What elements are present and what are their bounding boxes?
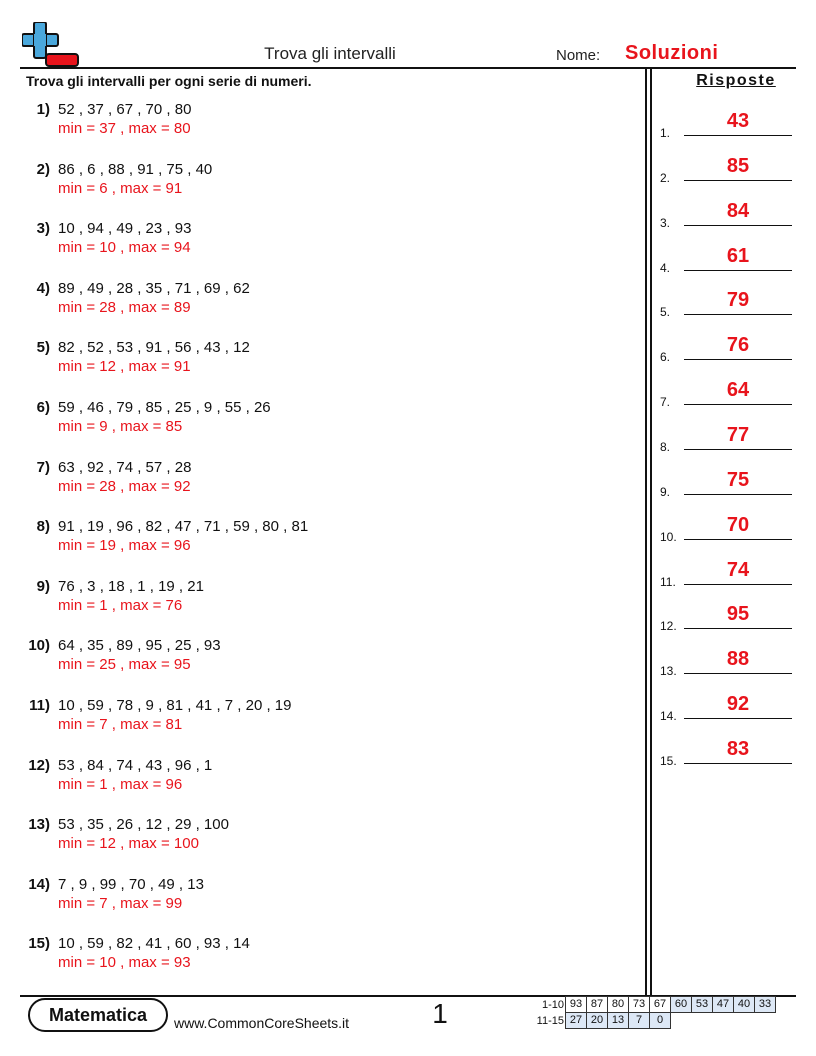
answer-value: 76 (726, 334, 750, 357)
answer-item (660, 196, 800, 230)
site-url: www.CommonCoreSheets.it (174, 1015, 350, 1031)
problem-item (18, 101, 618, 145)
answer-value: 77 (726, 423, 750, 446)
answer-item (660, 106, 800, 140)
problem-item (18, 757, 618, 801)
problem-item (18, 399, 618, 443)
score-key-cell: 53 (691, 996, 713, 1013)
problem-number: 14) (28, 875, 50, 893)
answer-line (684, 718, 792, 719)
answer-line (684, 314, 792, 315)
problem-item (18, 816, 618, 860)
answer-column-divider-left (645, 69, 647, 996)
problem-item (18, 578, 618, 622)
answer-value: 70 (726, 513, 750, 536)
score-key-cell: 80 (607, 996, 629, 1013)
score-key-row (528, 1013, 671, 1028)
problem-item (18, 339, 618, 383)
answer-line (684, 763, 792, 764)
answer-line (684, 270, 792, 271)
problem-solution: min = 12 , max = 100 (58, 835, 199, 853)
problem-series: 64 , 35 , 89 , 95 , 25 , 93 (58, 637, 221, 655)
answer-value: 83 (726, 737, 750, 760)
page-number: 1 (432, 998, 448, 1029)
answer-line (684, 180, 792, 181)
problem-series: 59 , 46 , 79 , 85 , 25 , 9 , 55 , 26 (58, 399, 271, 416)
answer-number: 5. (660, 305, 671, 320)
problem-series: 63 , 92 , 74 , 57 , 28 (58, 458, 192, 476)
answer-number: 14. (660, 709, 677, 724)
answer-line (684, 359, 792, 360)
problem-series: 52 , 37 , 67 , 70 , 80 (58, 101, 192, 118)
problem-number: 15) (28, 935, 50, 953)
answer-number: 3. (660, 215, 671, 230)
answer-item (660, 420, 800, 454)
problem-series: 86 , 6 , 88 , 91 , 75 , 40 (58, 160, 213, 178)
problem-solution: min = 9 , max = 85 (58, 418, 183, 435)
answer-line (684, 135, 792, 136)
answer-value: 84 (726, 199, 750, 222)
answer-item (660, 330, 800, 364)
answer-item (660, 241, 800, 275)
score-key-cell: 13 (607, 1012, 629, 1029)
answer-line (684, 673, 792, 674)
plus-minus-logo-icon (22, 22, 80, 68)
answer-item (660, 689, 800, 723)
problem-item (18, 459, 618, 503)
name-value: Soluzioni (625, 42, 719, 64)
problem-number: 6) (36, 399, 50, 416)
problem-item (18, 518, 618, 562)
problem-series: 10 , 94 , 49 , 23 , 93 (58, 220, 192, 238)
problem-solution: min = 6 , max = 91 (58, 179, 183, 197)
answer-number: 12. (660, 619, 677, 634)
problem-solution: min = 1 , max = 96 (58, 775, 183, 793)
answer-line (684, 225, 792, 226)
score-key-cell: 40 (733, 996, 755, 1013)
answer-line (684, 539, 792, 540)
problem-series: 89 , 49 , 28 , 35 , 71 , 69 , 62 (58, 279, 250, 297)
answer-line (684, 584, 792, 585)
answer-line (684, 449, 792, 450)
score-key-cell: 20 (586, 1012, 608, 1029)
score-key-cell: 93 (565, 996, 587, 1013)
score-key-cell: 33 (754, 996, 776, 1013)
problem-item (18, 220, 618, 264)
problem-number: 4) (36, 279, 50, 297)
score-key-label: 1-10 (541, 998, 564, 1011)
answer-number: 7. (660, 395, 671, 410)
answer-line (684, 494, 792, 495)
score-key-row (528, 997, 776, 1012)
score-key-cell: 67 (649, 996, 671, 1013)
problem-item (18, 161, 618, 205)
answer-value: 75 (726, 468, 750, 491)
answer-item (660, 510, 800, 544)
problem-series: 53 , 84 , 74 , 43 , 96 , 1 (58, 756, 213, 774)
answer-item (660, 465, 800, 499)
problem-number: 2) (36, 160, 50, 178)
problem-number: 9) (36, 577, 50, 595)
problem-series: 10 , 59 , 82 , 41 , 60 , 93 , 14 (58, 935, 250, 953)
answer-number: 1. (660, 126, 671, 140)
problem-solution: min = 1 , max = 76 (58, 596, 183, 614)
answer-value: 85 (726, 154, 750, 177)
problem-solution: min = 7 , max = 99 (58, 894, 183, 912)
score-key-cell: 73 (628, 996, 650, 1013)
problem-number: 8) (36, 518, 50, 536)
problem-solution: min = 12 , max = 91 (58, 358, 191, 376)
answer-value: 95 (726, 603, 750, 626)
problem-number: 13) (28, 816, 50, 834)
answer-number: 2. (660, 170, 671, 185)
answer-item (660, 375, 800, 409)
score-key-label: 11-15 (536, 1014, 564, 1027)
answer-number: 4. (660, 260, 671, 275)
problem-item (18, 697, 618, 741)
score-key-cell: 0 (649, 1012, 671, 1029)
answer-number: 15. (660, 753, 677, 768)
header-divider (20, 67, 796, 69)
answer-item (660, 599, 800, 633)
problem-solution: min = 37 , max = 80 (58, 120, 191, 137)
worksheet-title: Trova gli intervalli (264, 44, 396, 63)
answer-column-divider-right (650, 69, 652, 996)
problem-series: 91 , 19 , 96 , 82 , 47 , 71 , 59 , 80 , 81 (58, 518, 309, 536)
answer-number: 6. (660, 350, 671, 365)
problem-number: 12) (28, 756, 50, 774)
answer-value: 64 (726, 379, 750, 402)
problem-number: 11) (29, 697, 50, 714)
problem-item (18, 637, 618, 681)
answer-value: 88 (726, 648, 750, 671)
instructions: Trova gli intervalli per ogni serie di numeri. (26, 73, 312, 89)
problem-solution: min = 7 , max = 81 (58, 716, 183, 733)
problem-item (18, 280, 618, 324)
name-label: Nome: (556, 47, 601, 64)
score-key-cell: 87 (586, 996, 608, 1013)
problem-solution: min = 19 , max = 96 (58, 537, 191, 555)
problem-series: 82 , 52 , 53 , 91 , 56 , 43 , 12 (58, 339, 250, 357)
problem-number: 5) (36, 339, 50, 357)
answer-value: 79 (726, 289, 750, 312)
score-key-cell: 7 (628, 1012, 650, 1029)
problem-series: 53 , 35 , 26 , 12 , 29 , 100 (58, 816, 229, 834)
score-key-cell: 27 (565, 1012, 587, 1029)
problem-number: 10) (28, 637, 50, 655)
answer-number: 8. (660, 439, 671, 454)
answer-item (660, 734, 800, 768)
problem-solution: min = 28 , max = 89 (58, 298, 191, 316)
answers-title: Risposte (696, 72, 776, 89)
answer-value: 74 (726, 558, 750, 581)
problem-solution: min = 28 , max = 92 (58, 477, 191, 495)
problem-series: 7 , 9 , 99 , 70 , 49 , 13 (58, 875, 204, 893)
answer-number: 9. (660, 484, 671, 499)
score-key-cell: 60 (670, 996, 692, 1013)
problem-item (18, 876, 618, 920)
problem-number: 1) (36, 101, 50, 118)
answer-item (660, 644, 800, 678)
problem-series: 10 , 59 , 78 , 9 , 81 , 41 , 7 , 20 , 19 (58, 697, 292, 714)
problem-number: 7) (36, 458, 50, 476)
score-key-cell: 47 (712, 996, 734, 1013)
brand-badge: Matematica (28, 998, 168, 1032)
problem-solution: min = 10 , max = 94 (58, 239, 191, 257)
answer-item (660, 555, 800, 589)
answer-number: 11. (660, 574, 676, 589)
answer-value: 43 (726, 110, 750, 132)
answer-line (684, 404, 792, 405)
answer-number: 13. (660, 664, 677, 679)
answer-value: 61 (726, 244, 750, 267)
problem-item (18, 935, 618, 979)
answer-item (660, 151, 800, 185)
answer-item (660, 285, 800, 319)
problem-number: 3) (36, 220, 50, 238)
problem-solution: min = 25 , max = 95 (58, 656, 191, 674)
problem-solution: min = 10 , max = 93 (58, 954, 191, 972)
answer-line (684, 628, 792, 629)
problem-series: 76 , 3 , 18 , 1 , 19 , 21 (58, 577, 204, 595)
answer-number: 10. (660, 529, 677, 544)
answer-value: 92 (726, 693, 750, 716)
